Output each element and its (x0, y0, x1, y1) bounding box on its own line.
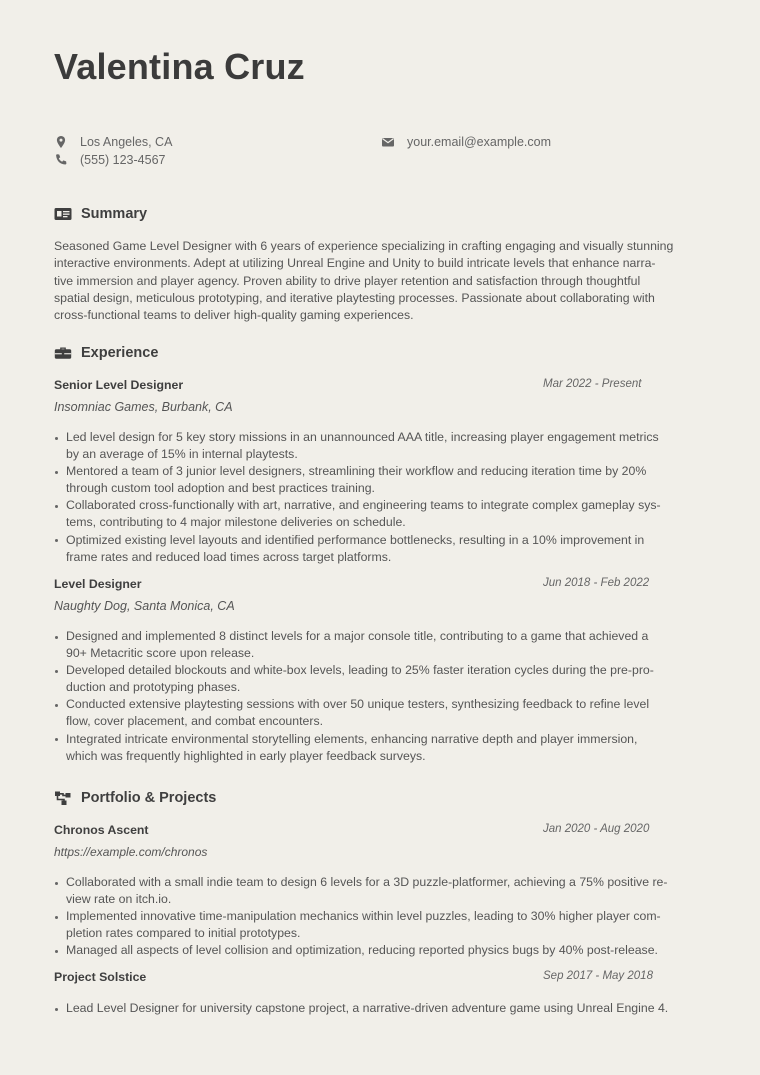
job-dates: Mar 2022 - Present (543, 378, 642, 390)
list-item: Led level design for 5 key story missions in an unannounced AAA title, increasing player engagement metrics by an average of 15% in internal playtests. (54, 429, 706, 463)
email-link[interactable]: your.email@example.com (407, 135, 551, 149)
job-title: Level Designer (54, 577, 142, 591)
map-pin-icon (54, 135, 68, 149)
list-item: Conducted extensive playtesting sessions with over 50 unique testers, synthesizing feedback to refine level flow, cover placement, and combat encounters. (54, 696, 706, 730)
project-bullets (54, 1000, 706, 1017)
summary-heading (54, 206, 147, 222)
summary-line: interactive environments. Adept at utilizing Unreal Engine and Unity to build intricate levels that enhance narra- (54, 256, 656, 271)
list-item: Integrated intricate environmental storytelling elements, enhancing narrative depth and player immersion, which was frequently highlighted in early player feedback surveys. (54, 731, 706, 765)
list-item: Developed detailed blockouts and white-box levels, leading to 25% faster iteration cycles during the pre-pro- duction and prototyping phases. (54, 662, 706, 696)
experience-heading (54, 345, 158, 361)
summary-line: spatial design, meticulous prototyping, and iterative playtesting processes. Passionate about collaborating with (54, 290, 655, 305)
job-company: Insomniac Games, Burbank, CA (54, 400, 233, 414)
summary-line: Seasoned Game Level Designer with 6 years of experience specializing in crafting engaging and visually stunning (54, 239, 674, 253)
id-card-icon (54, 206, 72, 222)
project-dates: Sep 2017 - May 2018 (543, 970, 653, 982)
project-dates: Jan 2020 - Aug 2020 (543, 823, 650, 835)
project-link[interactable]: https://example.com/chronos (54, 845, 208, 859)
location-text: Los Angeles, CA (80, 135, 173, 149)
experience-title: Experience (81, 345, 159, 361)
project-title: Chronos Ascent (54, 823, 149, 837)
project-bullets (54, 874, 706, 959)
summary-line: cross-functional teams to deliver high-quality gaming experiences. (54, 308, 414, 323)
project-title: Project Solstice (54, 970, 147, 984)
list-item: Implemented innovative time-manipulation mechanics within level puzzles, leading to 30% higher player com- pletion rates compared to initial prototypes. (54, 908, 706, 942)
briefcase-icon (54, 345, 72, 361)
job-bullets (54, 628, 706, 765)
summary-title: Summary (81, 206, 148, 222)
envelope-icon (381, 135, 395, 149)
list-item: Designed and implemented 8 distinct levels for a major console title, contributing to a game that achieved a 90+ Metacritic score upon release. (54, 628, 706, 662)
list-item: Lead Level Designer for university capstone project, a narrative-driven adventure game using Unreal Engine 4. (54, 1000, 706, 1017)
contact-phone (54, 153, 165, 167)
phone-icon (54, 153, 68, 167)
job-bullets (54, 429, 706, 566)
summary-line: tive immersion and player agency. Proven ability to drive player retention and satisfaction through thoughtful (54, 273, 641, 288)
phone-text: (555) 123-4567 (80, 153, 166, 167)
job-title: Senior Level Designer (54, 378, 184, 392)
summary-text (54, 238, 706, 324)
job-dates: Jun 2018 - Feb 2022 (543, 577, 650, 589)
list-item: Optimized existing level layouts and identified performance bottlenecks, resulting in a 10% improvement in frame rates and reduced load times across target platforms. (54, 532, 706, 566)
job-company: Naughty Dog, Santa Monica, CA (54, 599, 235, 613)
contact-location (54, 135, 172, 149)
list-item: Managed all aspects of level collision and optimization, reducing reported physics bugs by 40% post-release. (54, 942, 706, 959)
contact-email[interactable] (381, 135, 551, 149)
sitemap-icon (54, 790, 72, 806)
projects-heading (54, 790, 216, 806)
list-item: Collaborated cross-functionally with art, narrative, and engineering teams to integrate complex gameplay sys- tems, contributing to 4 major milestone deliveries on schedule. (54, 497, 706, 531)
candidate-name: Valentina Cruz (54, 46, 305, 87)
list-item: Mentored a team of 3 junior level designers, streamlining their workflow and reducing iteration time by 20% through custom tool adoption and best practices training. (54, 463, 706, 497)
projects-title: Portfolio & Projects (81, 790, 217, 806)
list-item: Collaborated with a small indie team to design 6 levels for a 3D puzzle-platformer, achieving a 75% positive re- view rate on itch.io. (54, 874, 706, 908)
